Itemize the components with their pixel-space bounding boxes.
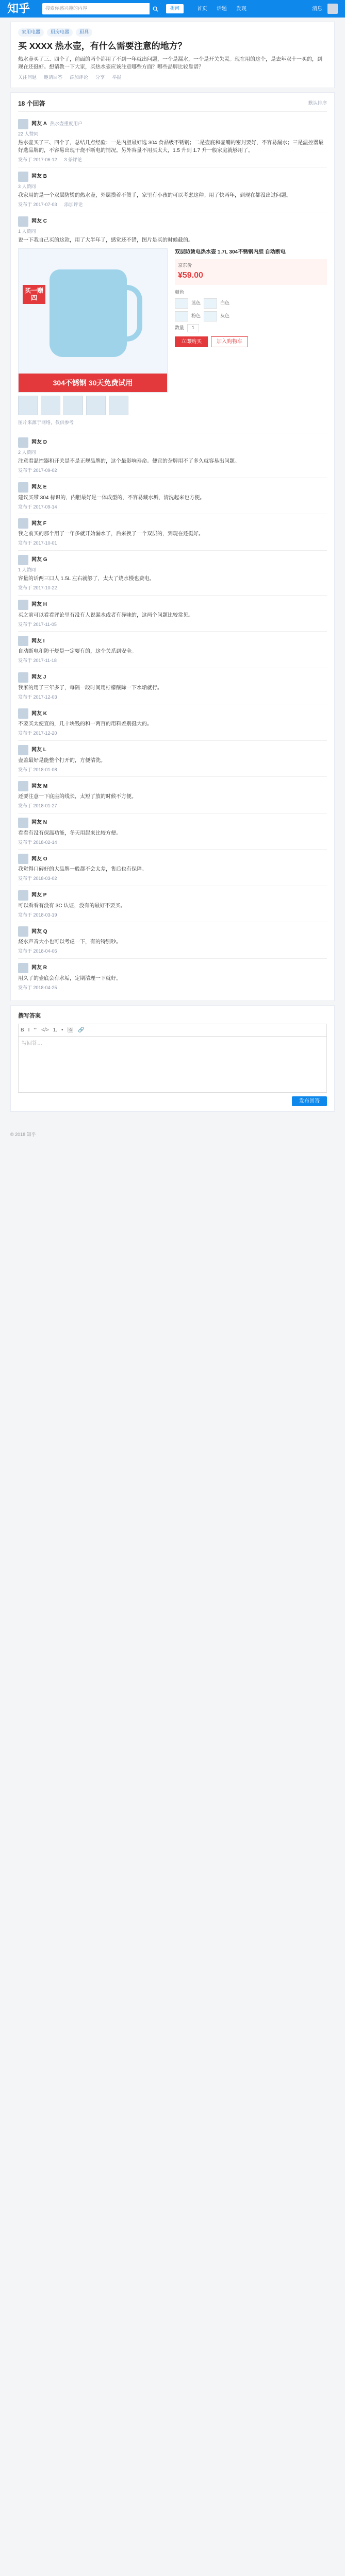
author-name[interactable]: 网友 C [31, 218, 47, 224]
editor-tool-button[interactable]: I [28, 1027, 30, 1033]
author-name[interactable]: 网友 F [31, 520, 46, 527]
answer-text: 我之前买的那个用了一年多就开始漏水了，后来换了一个双层的，到现在还挺好。 [18, 531, 204, 537]
avatar[interactable] [18, 854, 28, 864]
vote-count: 2 人赞同 [18, 449, 36, 455]
avatar[interactable] [18, 555, 28, 565]
thumbnail[interactable] [18, 396, 38, 415]
comment-button[interactable]: 添加评论 [70, 75, 89, 80]
answer-date[interactable]: 发布于 2017-10-01 [18, 540, 57, 546]
answer-text: 壶盖最好是能整个打开的，方便清洗。 [18, 757, 106, 764]
answer-item [18, 850, 327, 886]
answer-item [18, 668, 327, 705]
buy-button[interactable]: 立即购买 [175, 336, 208, 347]
answer-item [18, 596, 327, 632]
author-name[interactable]: 网友 I [31, 638, 45, 644]
answer-item [18, 959, 327, 995]
answer-text: 建议买带 304 标识的，内胆最好是一体成型的，不容易藏水垢，清洗起来也方便。 [18, 495, 205, 501]
answer-item [18, 551, 327, 596]
author-name[interactable]: 网友 R [31, 965, 47, 971]
thumbnail[interactable] [109, 396, 128, 415]
promo-badge: 买一赠四 [23, 285, 45, 304]
avatar[interactable] [18, 600, 28, 610]
avatar[interactable] [18, 926, 28, 937]
answer-text: 热水壶买了三、四个了，总结几点经验：一是内胆最好选 304 食品级不锈钢；二是壶底和壶嘴的密封要好，不容易漏水；三是温控器最好选品牌的，不容易出现干烧不断电的情况。另外容量不用买太大，1.5 升到 1.7 升一般家庭就够用了。 [18, 140, 324, 154]
answer-text: 我觉得口碑好的大品牌一般都不会太差，售后也有保障。 [18, 867, 147, 872]
editor-tool-button[interactable]: “” [34, 1027, 38, 1033]
thumbnail-strip [18, 396, 168, 415]
avatar[interactable] [18, 672, 28, 683]
color-option-label[interactable]: 灰色 [220, 313, 230, 319]
price-label: 京东价 [178, 263, 192, 268]
author-name[interactable]: 网友 M [31, 783, 48, 789]
answer-date[interactable]: 发布于 2017-12-03 [18, 694, 57, 700]
author-bio: 热水壶重度用户 [50, 121, 83, 126]
thumbnail[interactable] [63, 396, 83, 415]
author-name[interactable]: 网友 O [31, 856, 47, 862]
color-swatch[interactable] [175, 298, 188, 309]
answer-text: 说一下我自己买的这款，用了大半年了，感觉还不错，图片是买的时候截的。 [18, 238, 193, 243]
editor-tool-button[interactable]: </> [41, 1027, 49, 1033]
question-actions [18, 74, 327, 81]
kettle-image [50, 269, 127, 357]
avatar[interactable] [18, 172, 28, 182]
messages-link[interactable]: 消息 [312, 6, 322, 12]
answer-item [18, 167, 327, 212]
answer-item [18, 741, 327, 777]
answer-date[interactable]: 发布于 2018-04-06 [18, 948, 57, 954]
thumbnail[interactable] [41, 396, 60, 415]
product-image[interactable] [18, 248, 168, 393]
question-description: 热水壶买了三、四个了，前面的两个都用了不到一年就出问题，一个是漏水，一个是开关失灵。现在用的这个，是去年双十一买的，到现在还挺好。想请教一下大家，买热水壶应该注意哪些方面？哪些品牌比较靠谱？ [18, 57, 322, 70]
image-caption: 图片来源于网络，仅供参考 [18, 420, 74, 425]
author-name[interactable]: 网友 Q [31, 928, 47, 935]
author-name[interactable]: 网友 K [31, 710, 47, 717]
content [0, 22, 345, 1124]
avatar[interactable] [18, 781, 28, 791]
answer-item [18, 433, 327, 478]
search-box[interactable] [42, 3, 161, 14]
avatar[interactable] [18, 890, 28, 901]
answer-text: 我家的用了三年多了，每隔一段时间用柠檬酸除一下水垢就行。 [18, 685, 162, 691]
answers-card [10, 92, 335, 1002]
answer-text: 容量的话两三口人 1.5L 左右就够了，太大了烧水慢也费电。 [18, 576, 155, 582]
avatar[interactable] [18, 216, 28, 227]
answer-date[interactable]: 发布于 2017-07-03 [18, 202, 57, 207]
thumbnail[interactable] [86, 396, 106, 415]
answer-date[interactable]: 发布于 2017-11-18 [18, 658, 57, 663]
author-name[interactable]: 网友 L [31, 747, 46, 753]
footer: © 2018 知乎 [10, 1132, 36, 1137]
topic-tag[interactable]: 家用电器 [18, 28, 44, 37]
search-input[interactable]: 搜索你感兴趣的内容 [45, 6, 88, 11]
editor-tool-button[interactable]: 1. [53, 1027, 57, 1033]
question-title: 买 XXXX 热水壶，有什么需要注意的地方？ [18, 41, 187, 51]
editor-tool-button[interactable]: • [61, 1027, 63, 1033]
answer-date[interactable]: 发布于 2018-03-02 [18, 876, 57, 881]
color-options [175, 298, 327, 309]
answer-item [18, 922, 327, 959]
quantity-label: 数量 [175, 325, 185, 330]
avatar[interactable] [18, 518, 28, 529]
color-option-label[interactable]: 蓝色 [191, 300, 201, 306]
price-box [175, 259, 327, 285]
color-options [175, 311, 327, 321]
vote-count: 1 人赞同 [18, 228, 36, 234]
author-name[interactable]: 网友 D [31, 439, 47, 445]
author-name[interactable]: 网友 A [31, 121, 47, 127]
editor-tool-button[interactable]: 🖼 [67, 1027, 74, 1033]
vote-count: 1 人赞同 [18, 567, 36, 572]
editor-toolbar [18, 1024, 327, 1036]
color-swatch[interactable] [175, 311, 188, 321]
answer-text: 自动断电和防干烧是一定要有的，这个关系到安全。 [18, 649, 137, 654]
author-name[interactable]: 网友 G [31, 557, 47, 563]
answer-text: 注意看温控器和开关是不是正规品牌的，这个最影响寿命。便宜的杂牌用不了多久就容易出问题。 [18, 459, 240, 464]
answer-count: 18 个回答 [18, 99, 45, 107]
more-answers [18, 433, 327, 995]
answer-date[interactable]: 发布于 2018-01-27 [18, 803, 57, 808]
answer-date[interactable]: 发布于 2017-10-22 [18, 585, 57, 590]
avatar[interactable] [18, 437, 28, 448]
vote-count: 3 人赞同 [18, 183, 36, 189]
follow-button[interactable]: 关注问题 [18, 75, 37, 80]
logo[interactable]: 知乎 [7, 2, 30, 15]
price: ¥59.00 [178, 270, 203, 280]
answer-text: 不要买太便宜的，几十块钱的和一两百的用料差别挺大的。 [18, 721, 152, 727]
answer-date[interactable]: 发布于 2018-02-14 [18, 839, 57, 845]
share-button[interactable]: 分享 [95, 75, 105, 80]
answer-item [18, 704, 327, 741]
question-tags [18, 28, 327, 37]
author-name[interactable]: 网友 E [31, 484, 47, 490]
color-swatch[interactable] [204, 298, 217, 309]
avatar[interactable] [18, 708, 28, 719]
topic-tag[interactable]: 厨具 [76, 28, 92, 37]
answer-text: 买之前可以看看评论里有没有人说漏水或者有异味的，这两个问题比较常见。 [18, 612, 193, 618]
avatar[interactable] [18, 963, 28, 973]
avatar[interactable] [18, 119, 28, 129]
answer-text: 可以看看有没有 3C 认证，没有的最好不要买。 [18, 903, 126, 909]
avatar[interactable] [327, 4, 338, 14]
author-name[interactable]: 网友 P [31, 892, 47, 898]
ask-button[interactable]: 提问 [166, 4, 184, 13]
author-name[interactable]: 网友 J [31, 674, 46, 680]
color-option-label[interactable]: 粉色 [191, 313, 201, 319]
answer-item [18, 886, 327, 923]
product-card[interactable] [18, 248, 327, 415]
answer-item [18, 478, 327, 515]
color-swatch[interactable] [204, 311, 217, 321]
answer-date[interactable]: 发布于 2018-03-19 [18, 912, 57, 918]
author-name[interactable]: 网友 H [31, 602, 47, 607]
answer-text: 看看有没有保温功能，冬天用起来比较方便。 [18, 830, 121, 836]
nav-topics[interactable]: 话题 [217, 6, 227, 12]
answer-item [18, 212, 327, 433]
product-info [175, 248, 327, 415]
editor-tool-button[interactable]: B [21, 1027, 24, 1033]
nav-home[interactable]: 首页 [197, 6, 208, 12]
answer-item [18, 777, 327, 814]
avatar[interactable] [18, 818, 28, 828]
report-button[interactable]: 举报 [112, 75, 122, 80]
answer-item [18, 814, 327, 850]
invite-button[interactable]: 邀请回答 [44, 75, 63, 80]
answer-item [18, 514, 327, 551]
answer-editor [10, 1005, 335, 1112]
color-label: 颜色 [175, 289, 185, 295]
quantity-stepper[interactable]: 1 [187, 324, 199, 332]
color-option-label[interactable]: 白色 [220, 300, 230, 306]
answer-text: 烧水声音大小也可以考虑一下，有的特别吵。 [18, 939, 121, 945]
answer-date[interactable]: 发布于 2017-09-02 [18, 468, 57, 473]
answer-date[interactable]: 发布于 2018-04-25 [18, 985, 57, 990]
submit-answer-button[interactable]: 发布回答 [292, 1096, 327, 1106]
answer-date[interactable]: 发布于 2017-09-14 [18, 504, 57, 510]
answers-header [18, 99, 327, 112]
editor-title: 撰写答案 [18, 1013, 41, 1019]
comment-link[interactable]: 添加评论 [64, 202, 83, 207]
author-name[interactable]: 网友 B [31, 174, 47, 179]
nav-explore[interactable]: 发现 [236, 6, 247, 12]
answer-date[interactable]: 发布于 2017-12-20 [18, 731, 57, 736]
cart-button[interactable]: 加入购物车 [211, 336, 248, 347]
answer-item [18, 115, 327, 167]
avatar[interactable] [18, 482, 28, 493]
top-bar [0, 0, 345, 18]
author-name[interactable]: 网友 N [31, 820, 47, 825]
product-name: 双层防烫电热水壶 1.7L 304不锈钢内胆 自动断电 [175, 249, 286, 255]
comment-link[interactable]: 3 条评论 [64, 157, 83, 162]
answer-date[interactable]: 发布于 2017-06-12 [18, 157, 57, 162]
promo-banner: 304不锈钢 30天免费试用 [19, 374, 167, 392]
answer-date[interactable]: 发布于 2017-11-05 [18, 621, 57, 627]
answer-item [18, 632, 327, 668]
answer-text: 我家用的是一个双层防烫的热水壶，外层摸着不烫手，家里有小孩的可以考虑这种。用了快两年，到现在都没出过问题。 [18, 193, 291, 198]
question-card [10, 22, 335, 88]
top-right [312, 4, 338, 14]
editor-input[interactable]: 写回答… [18, 1036, 327, 1093]
sort-dropdown[interactable]: 默认排序 [308, 100, 327, 106]
main-nav [197, 5, 247, 13]
editor-tool-button[interactable]: 🔗 [78, 1027, 85, 1033]
topic-tag[interactable]: 厨房电器 [47, 28, 73, 37]
search-icon[interactable] [150, 3, 161, 14]
avatar[interactable] [18, 745, 28, 755]
vote-count: 22 人赞同 [18, 131, 39, 137]
answer-text: 还要注意一下底座的线长，太短了放的时候不方便。 [18, 794, 137, 800]
answer-date[interactable]: 发布于 2018-01-08 [18, 767, 57, 772]
avatar[interactable] [18, 636, 28, 646]
answer-text: 用久了的壶底会有水垢，定期清理一下就好。 [18, 975, 121, 981]
